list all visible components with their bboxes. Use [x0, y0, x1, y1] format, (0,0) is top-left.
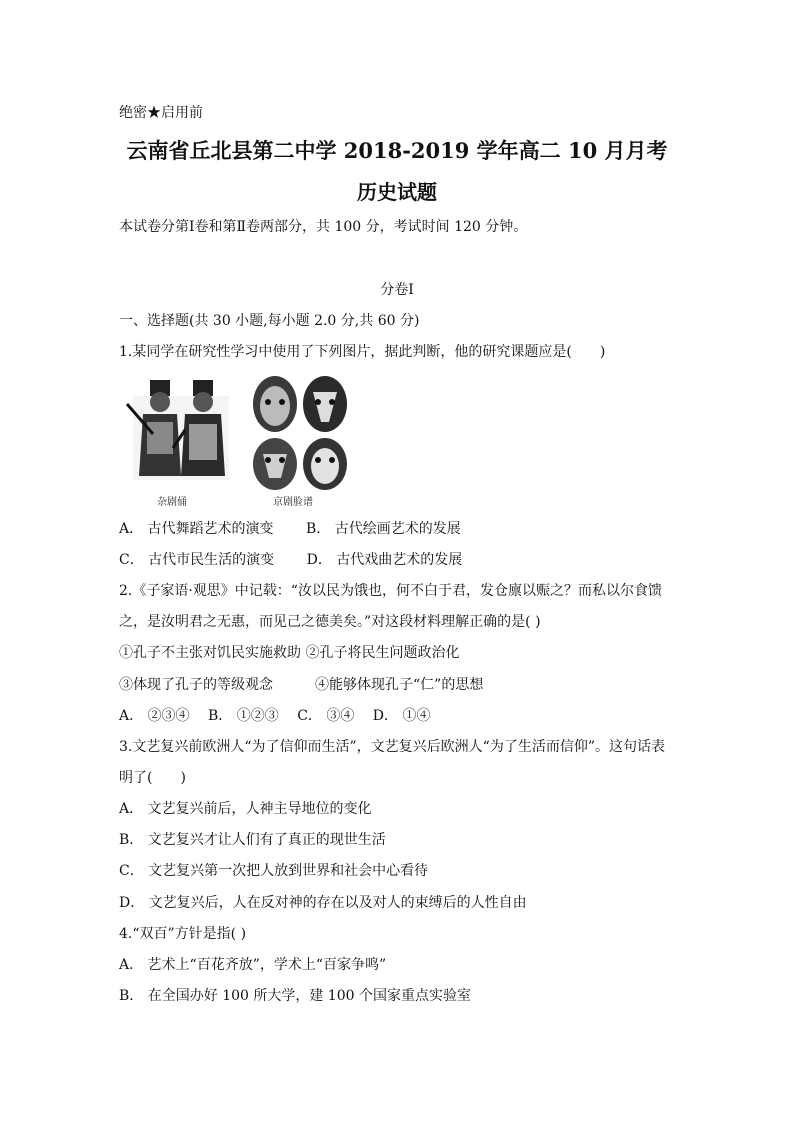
q1-caption-left: 杂剧俑: [157, 497, 187, 508]
q1-stem: 1.某同学在研究性学习中使用了下列图片，据此判断，他的研究课题应是( ): [119, 344, 606, 360]
q2-items-row1: ①孔子不主张对饥民实施救助 ②孔子将民生问题政治化: [119, 645, 460, 661]
q1-caption-right: 京剧脸谱: [273, 497, 313, 508]
q2-stem-line2: 之，是汝明君之无惠，而见己之德美矣。”对这段材料理解正确的是( ): [119, 614, 541, 630]
exam-subtitle: 历史试题: [357, 180, 437, 204]
confidential-label: 绝密★启用前: [119, 105, 203, 121]
q2-items-row2: ③体现了孔子的等级观念 ④能够体现孔子“仁”的思想: [119, 677, 484, 693]
q3-stem-line2: 明了( ): [119, 770, 186, 786]
part-title: 一、选择题(共 30 小题,每小题 2.0 分,共 60 分): [119, 313, 420, 329]
q3-option-d: D． 文艺复兴后，人在反对神的存在以及对人的束缚后的人性自由: [119, 895, 527, 911]
q2-stem-line1: 2.《子家语·观思》中记载：“汝以民为饿也，何不白于君，发仓廪以赈之？而私以尔食馈: [119, 583, 662, 599]
q4-stem: 4.“双百”方针是指( ): [119, 926, 247, 942]
peking-opera-masks-image: [253, 376, 347, 508]
q3-option-a: A． 文艺复兴前后，人神主导地位的变化: [119, 801, 372, 817]
q3-stem-line1: 3.文艺复兴前欧洲人“为了信仰而生活”，文艺复兴后欧洲人“为了生活而信仰”。这句话表: [119, 739, 665, 755]
q3-option-c: C． 文艺复兴第一次把人放到世界和社会中心看待: [119, 863, 429, 879]
q3-option-b: B． 文艺复兴才让人们有了真正的现世生活: [119, 832, 386, 848]
q1-figure-image: [125, 374, 355, 510]
section-name: 分卷I: [380, 282, 414, 298]
q4-option-a: A． 艺术上“百花齐放”，学术上“百家争鸣”: [119, 957, 387, 973]
q1-options-row2: C． 古代市民生活的演变 D． 古代戏曲艺术的发展: [119, 552, 463, 568]
zaju-figurines-image: [127, 380, 229, 508]
q1-figure: [125, 374, 355, 510]
q2-options: A． ②③④ B． ①②③ C． ③④ D． ①④: [119, 708, 431, 724]
exam-title: 云南省丘北县第二中学 2018-2019 学年高二 10 月月考: [126, 138, 668, 163]
q4-option-b: B． 在全国办好 100 所大学，建 100 个国家重点实验室: [119, 988, 471, 1004]
q1-options-row1: A． 古代舞蹈艺术的演变 B． 古代绘画艺术的发展: [119, 521, 461, 537]
exam-intro: 本试卷分第Ⅰ卷和第Ⅱ卷两部分，共 100 分，考试时间 120 分钟。: [119, 219, 528, 235]
